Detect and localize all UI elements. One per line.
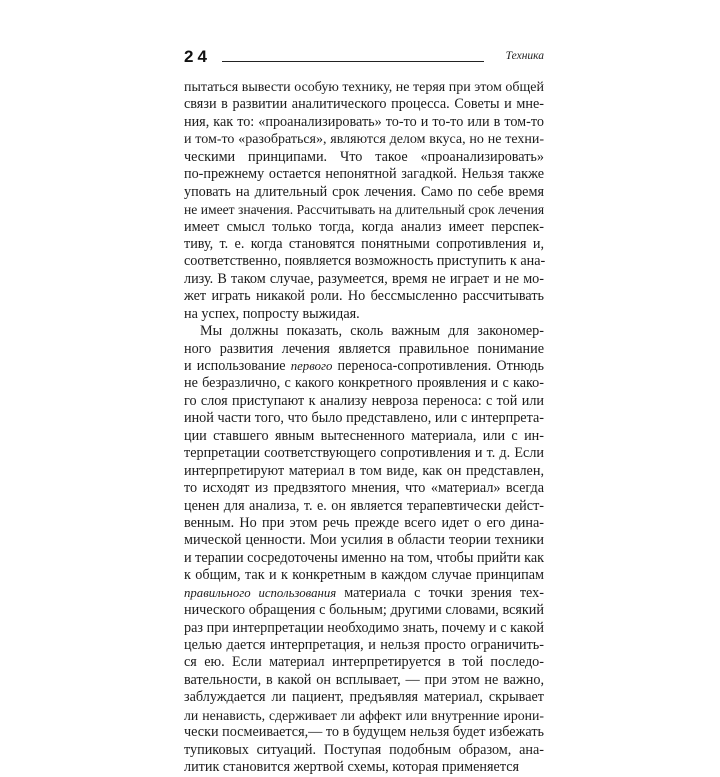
text-line: по-прежнему остается непонятной загадкой. Нельзя также [184,166,544,183]
text-line: интерпретируют материал в том виде, как он представлен, [184,462,544,479]
text-line: вательности, в какой он всплывает, — при этом не важно, [184,671,544,688]
text-line: нического обращения с больным; другими словами, всякий [184,602,544,619]
text-line: ли ненависть, сдерживает ли аффект или внутренние ирони- [184,707,544,723]
text-line: литик становится жертвой схемы, которая применяется [184,759,520,776]
text-line: чески посмеивается,— то в будущем нельзя будет избежать [184,724,544,741]
text-line: на успех, попросту выжидая. [184,305,360,322]
header-rule [222,61,484,62]
text-line: не имеет значения. Рассчитывать на длительный срок лечения [184,202,545,218]
text-line: правильного использования материала с точки зрения тех- [184,584,544,601]
text-line: мической ценности. Мои усилия в области теории техники [184,532,544,549]
text-line: лизу. В таком случае, разумеется, время не играет и не мо- [184,270,544,287]
page-header [184,47,544,69]
running-title: Техника [505,50,544,62]
text-line: тиву, т. е. когда становятся понятными сопротивления и, [184,235,544,252]
text-line: имеет смысл только тогда, когда анализ имеет перспек- [184,218,544,235]
text-line: пытаться вывести особую технику, не теряя при этом общей [184,80,544,95]
page-number: 24 [184,47,211,66]
text-line: и том-то «разобраться», являются делом вкуса, но не техни- [184,132,544,148]
emphasis: правильного использования [184,585,337,600]
text-line: не безразлично, с какого конкретного проявления и с како- [184,375,544,392]
text-line: связи в развитии аналитического процесса. Советы и мне- [184,96,544,113]
emphasis: первого [290,359,333,373]
text-line: Мы должны показать, сколь важным для закономер- [200,323,544,340]
text-line: ции ставшего явным вытесненного материала, или с ин- [184,427,544,444]
text-line: тупиковых ситуаций. Поступая подобным образом, ана- [184,741,544,758]
text-line: жет играть никакой роли. Но бессмысленно рассчитывать [184,288,544,305]
text-line: венным. Но при этом речь прежде всего идет о его дина- [184,514,544,531]
text-line: уповать на длительный срок лечения. Само по себе время [184,183,544,200]
text-line: и использование первого переноса-сопротивления. Отнюдь [184,358,544,374]
text-line: соответственно, появляется возможность приступить к ана- [184,253,546,270]
body-text [184,79,544,777]
paragraph [184,323,544,776]
text-line: раз при интерпретации необходимо знать, почему и с какой [184,619,544,636]
text-line: ся ею. Если материал интерпретируется в той последо- [184,654,544,671]
text-line: ценен для анализа, т. е. он является терапевтически дейст- [184,497,544,514]
text-line: заблуждается ли пациент, предъявляя материал, скрывает [184,689,544,706]
text-line: ния, как то: «проанализировать» то-то и то-то или в том-то [184,113,544,130]
text-line: иной части того, что было представлено, или с интерпрета- [184,410,544,427]
text-line: ческими принципами. Что такое «проанализировать» [184,148,544,165]
text-line: го слоя приступают к анализу невроза переноса: с той или [184,392,544,409]
text-line: целью дается интерпретация, и нельзя просто ограничить- [184,637,544,653]
text-line: и терапии сосредоточены именно на том, чтобы прийти как [184,549,545,566]
text-line: ного развития лечения является правильное понимание [184,340,544,357]
paragraph [184,79,544,323]
text-line: то исходят из предвзятого мнения, что «материал» всегда [184,480,544,497]
text-line: к общим, так и к конкретным в каждом случае принципам [184,567,544,584]
text-line: терпретации соответствующего сопротивления и т. д. Если [184,445,544,462]
